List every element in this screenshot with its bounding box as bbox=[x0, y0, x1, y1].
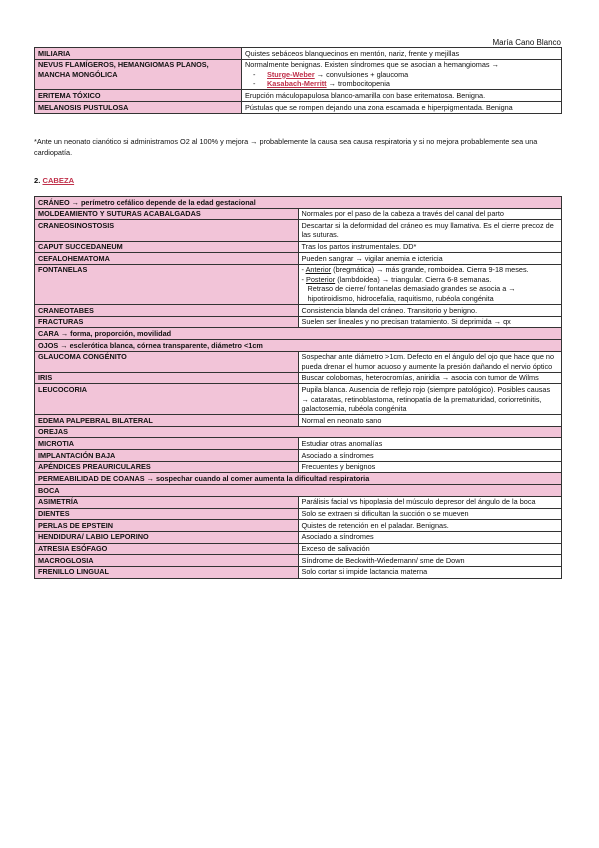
row-value: Normales por el paso de la cabeza a través del canal del parto bbox=[298, 208, 562, 220]
table-row bbox=[35, 384, 562, 415]
table-row bbox=[35, 253, 562, 265]
row-key: FONTANELAS bbox=[35, 264, 299, 304]
row-value: Buscar colobomas, heterocromías, aniridia → asocia con tumor de Wilms bbox=[298, 372, 562, 384]
row-key: EDEMA PALPEBRAL BILATERAL bbox=[35, 415, 299, 427]
row-key: HENDIDURA/ LABIO LEPORINO bbox=[35, 531, 299, 543]
row-key: MELANOSIS PUSTULOSA bbox=[35, 101, 242, 113]
row-value: Asociado a síndromes bbox=[298, 531, 562, 543]
head-exam-table bbox=[34, 196, 562, 579]
row-key: FRACTURAS bbox=[35, 316, 299, 328]
table-row bbox=[35, 520, 562, 532]
syndrome-item bbox=[245, 70, 558, 79]
table-row bbox=[35, 101, 562, 113]
row-value: Normal en neonato sano bbox=[298, 415, 562, 427]
row-value: Tras los partos instrumentales. DD* bbox=[298, 241, 562, 253]
boca-header: BOCA bbox=[35, 485, 562, 497]
row-key: CRANEOTABES bbox=[35, 304, 299, 316]
row-key: ATRESIA ESÓFAGO bbox=[35, 543, 299, 555]
craneo-header: CRÁNEO → perímetro cefálico depende de la edad gestacional bbox=[35, 197, 562, 209]
row-value: Parálisis facial vs hipoplasia del músculo depresor del ángulo de la boca bbox=[298, 496, 562, 508]
author-header: María Cano Blanco bbox=[492, 38, 561, 47]
posterior-desc: (lambdoidea) → triangular. Cierra 6-8 semanas. bbox=[335, 274, 492, 284]
table-row bbox=[35, 450, 562, 462]
row-value: Sospechar ante diámetro >1cm. Defecto en el ángulo del ojo que hace que no pueda drenar el humor acuoso y aumente la presión dañando el nervio óptico bbox=[298, 351, 562, 372]
table-row bbox=[35, 48, 562, 60]
row-key: MICROTIA bbox=[35, 438, 299, 450]
row-value: Quistes sebáceos blanquecinos en mentón, nariz, frente y mejillas bbox=[242, 48, 562, 60]
table-row bbox=[35, 461, 562, 473]
table-row bbox=[35, 555, 562, 567]
cyanosis-note: *Ante un neonato cianótico si administramos O2 al 100% y mejora → probablemente la causa sea causa respiratoria y si no mejora probablemente sea una cardiopatía. bbox=[34, 137, 538, 158]
table-row bbox=[35, 220, 562, 241]
section-number: 2. bbox=[34, 176, 41, 185]
table-row bbox=[35, 208, 562, 220]
sturge-weber-link[interactable]: Sturge-Weber bbox=[267, 69, 315, 79]
skin-conditions-table bbox=[34, 47, 562, 114]
row-value: Consistencia blanda del cráneo. Transitorio y benigno. bbox=[298, 304, 562, 316]
anterior-desc: (bregmática) → más grande, romboidea. Cierra 9-18 meses. bbox=[331, 265, 529, 275]
permeabilidad-header: PERMEABILIDAD DE COANAS → sospechar cuando al comer aumenta la dificultad respiratoria bbox=[35, 473, 562, 485]
row-value-text: Normalmente benignas. Existen síndromes que se asocian a hemangiomas → bbox=[245, 60, 499, 70]
row-key: MILIARIA bbox=[35, 48, 242, 60]
row-value: Solo se extraen si dificultan la succión o se mueven bbox=[298, 508, 562, 520]
section-heading bbox=[34, 176, 74, 185]
row-key: FRENILLO LINGUAL bbox=[35, 566, 299, 578]
table-row bbox=[35, 241, 562, 253]
table-row bbox=[35, 372, 562, 384]
row-key: ASIMETRÍA bbox=[35, 496, 299, 508]
table-row bbox=[35, 496, 562, 508]
row-key: ERITEMA TÓXICO bbox=[35, 90, 242, 102]
table-row bbox=[35, 566, 562, 578]
table-row bbox=[35, 531, 562, 543]
row-value: Pueden sangrar → vigilar anemia e ictericia bbox=[298, 253, 562, 265]
table-row bbox=[35, 543, 562, 555]
section-title-link[interactable]: CABEZA bbox=[42, 176, 75, 185]
row-value: Quistes de retención en el paladar. Benignas. bbox=[298, 520, 562, 532]
orejas-header: OREJAS bbox=[35, 426, 562, 438]
kasabach-merritt-link[interactable]: Kasabach-Merritt bbox=[267, 79, 327, 89]
row-value bbox=[242, 59, 562, 90]
row-key: APÉNDICES PREAURICULARES bbox=[35, 461, 299, 473]
fontanela-extra: Retraso de cierre/ fontanelas demasiado grandes se asocia a → hipotiroidismo, hidrocefalia, raquitismo, rubéola congénita bbox=[307, 284, 516, 303]
row-key: GLAUCOMA CONGÉNITO bbox=[35, 351, 299, 372]
table-row bbox=[35, 508, 562, 520]
row-value: Asociado a síndromes bbox=[298, 450, 562, 462]
row-key: DIENTES bbox=[35, 508, 299, 520]
row-value: Síndrome de Beckwith-Wiedemann/ sme de Down bbox=[298, 555, 562, 567]
table-row bbox=[35, 264, 562, 304]
row-key: CEFALOHEMATOMA bbox=[35, 253, 299, 265]
syndrome-item bbox=[245, 79, 558, 88]
row-value: Estudiar otras anomalías bbox=[298, 438, 562, 450]
row-key: CAPUT SUCCEDANEUM bbox=[35, 241, 299, 253]
posterior-label: Posterior bbox=[305, 274, 336, 284]
row-value: Descartar si la deformidad del cráneo es muy llamativa. Es el cierre precoz de las suturas. bbox=[298, 220, 562, 241]
row-key: MACROGLOSIA bbox=[35, 555, 299, 567]
table-row bbox=[35, 438, 562, 450]
row-value bbox=[298, 264, 562, 304]
table-row bbox=[35, 59, 562, 90]
row-key: NEVUS FLAMÍGEROS, HEMANGIOMAS PLANOS, MANCHA MONGÓLICA bbox=[35, 59, 242, 90]
row-value: Solo cortar si impide lactancia materna bbox=[298, 566, 562, 578]
row-key: IRIS bbox=[35, 372, 299, 384]
row-value: Exceso de salivación bbox=[298, 543, 562, 555]
table-row bbox=[35, 351, 562, 372]
syndrome-desc: → convulsiones + glaucoma bbox=[314, 69, 409, 79]
table-row bbox=[35, 415, 562, 427]
row-key: PERLAS DE EPSTEIN bbox=[35, 520, 299, 532]
fontanela-posterior: - Posterior (lambdoidea) → triangular. Cierra 6-8 semanas. bbox=[301, 274, 492, 284]
row-key: LEUCOCORIA bbox=[35, 384, 299, 415]
anterior-label: Anterior bbox=[305, 265, 332, 275]
table-row bbox=[35, 90, 562, 102]
ojos-header: OJOS → esclerótica blanca, córnea transparente, diámetro <1cm bbox=[35, 339, 562, 351]
row-value: Pupila blanca. Ausencia de reflejo rojo (siempre patológico). Posibles causas → cataratas, retinoblastoma, retinopatía de la prematuridad, coriorretinitis, galactosemia, rubéola congénita bbox=[298, 384, 562, 415]
syndrome-desc: → trombocitopenia bbox=[326, 79, 390, 89]
table-row bbox=[35, 316, 562, 328]
fontanela-anterior: - Anterior (bregmática) → más grande, romboidea. Cierra 9-18 meses. bbox=[301, 265, 529, 275]
row-value: Erupción máculopapulosa blanco-amarilla con base eritematosa. Benigna. bbox=[242, 90, 562, 102]
row-value: Frecuentes y benignos bbox=[298, 461, 562, 473]
table-row bbox=[35, 304, 562, 316]
row-value: Pústulas que se rompen dejando una zona escamada e hiperpigmentada. Benigna bbox=[242, 101, 562, 113]
row-key: CRANEOSINOSTOSIS bbox=[35, 220, 299, 241]
cara-header: CARA → forma, proporción, movilidad bbox=[35, 328, 562, 340]
row-key: MOLDEAMIENTO Y SUTURAS ACABALGADAS bbox=[35, 208, 299, 220]
row-key: IMPLANTACIÓN BAJA bbox=[35, 450, 299, 462]
row-value: Suelen ser lineales y no precisan tratamiento. Si deprimida → qx bbox=[298, 316, 562, 328]
